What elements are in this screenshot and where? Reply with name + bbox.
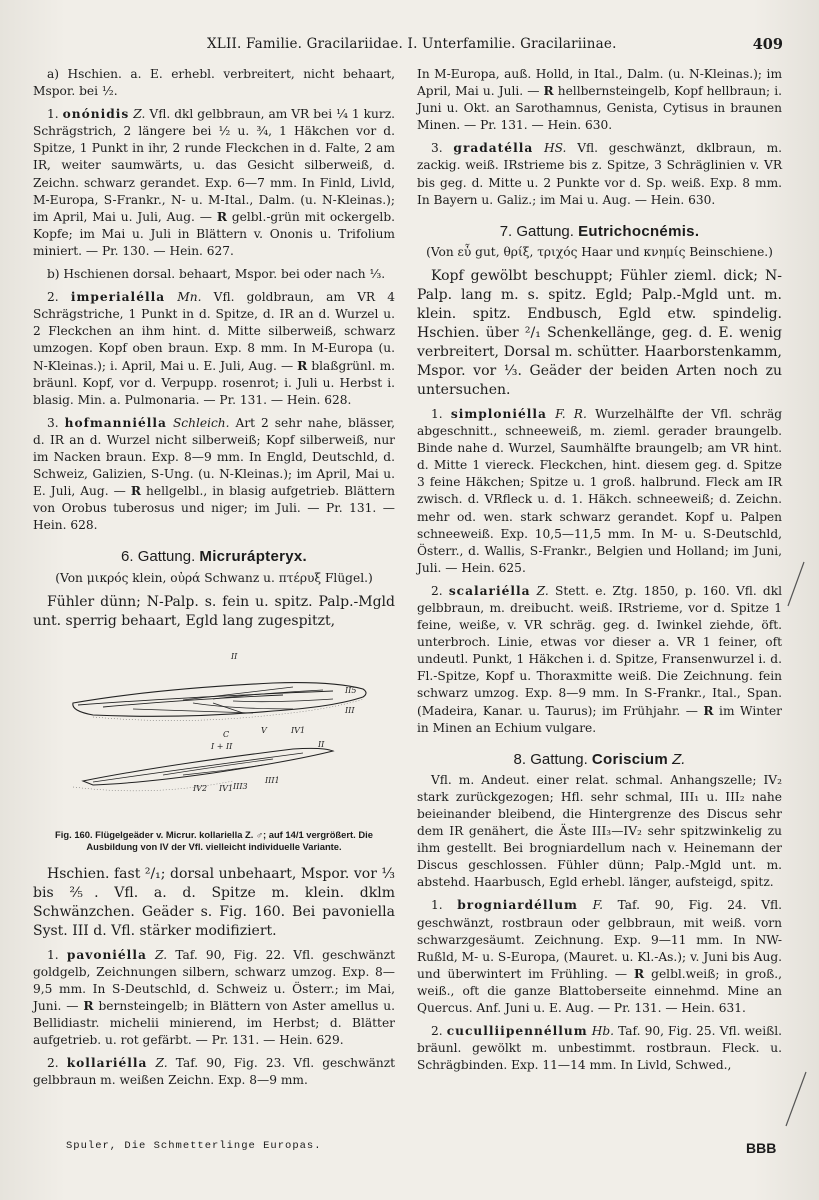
running-header (0, 36, 819, 58)
genus-name: Coriscium (591, 750, 668, 768)
etymology: (Von μικρός klein, οὐρά Schwanz u. πτέρυξ Flügel.) (55, 570, 373, 585)
vein-label: C (223, 729, 230, 739)
etymology: (Von εὖ gut, θρίξ, τριχός Haar und κνημίς Beinschiene.) (426, 244, 773, 259)
genus-heading: 7. Gattung. Eutrichocnémis. (499, 222, 700, 240)
species-name: kollariélla (66, 1056, 148, 1071)
vein-label: II (231, 651, 238, 661)
species-name: hofmanniélla (64, 415, 167, 430)
header-title: XLII. Familie. Gracilariidae. I. Unterfamilie. Gracilariinae. (207, 36, 617, 52)
species-entry: 2. cuculliipennéllum Hb. Taf. 90, Fig. 25. Vfl. weißl. bräunl. gewölkt m. unbestimmt. rostbraun. Fleck. u. Schrägbinden. Exp. 11—14 mm. In Livld, Schwed., (417, 1024, 782, 1073)
vein-label: II5 (345, 685, 357, 695)
species-name: onónidis (62, 107, 130, 122)
page-number: 409 (752, 36, 783, 53)
genus-heading: 6. Gattung. Micrurápteryx. (121, 548, 307, 566)
vein-label: IV1 (219, 783, 234, 793)
genus-name: Micrurápteryx. (199, 548, 307, 566)
vein-label: I + II (211, 741, 233, 751)
species-name: cuculliipennéllum (446, 1024, 588, 1039)
figure-caption: Fig. 160. Flügelgeäder v. Micrur. kollariella Z. ♂; auf 14/1 vergrößert. Die Ausbildung von IV der Vfl. vielleicht individuelle Variante. (55, 828, 373, 852)
genus-description: Kopf gewölbt beschuppt; Fühler zieml. dick; N-Palp. lang m. s. spitz. Egld; Palp.-Mgld unt. m. klein. spitz. Endbusch, Egld etw. spindelig. Hschien. über ²/₁ Schenkellänge, geg. d. E. wenig verbreitert, Dorsal m. schütter. Haarborstenkamm, Mspor. vor ⅓. Geäder der beiden Arten noch zu untersuchen. (417, 267, 782, 398)
species-entry: 2. scalariélla Z. Stett. e. Ztg. 1850, p. 160. Vfl. dkl gelbbraun, m. dreibucht. weiß. IRstrieme, vor d. Spitze 1 feine, weiße, v. VR schräg. geg. d. Iwinkel ziehde, öft. unterbroch. Linie, etwas vor dieser a. VR 1 feiner, oft undeutl. Punkt, 1 Häkchen i. d. Spitze, Fransenwurzel i. d. Fl.-Spitze, Kopf u. Thoraxmitte weiß. Die Zeichnung. fein schwarz umzog. Exp. 8—9 mm. In S-Frankr., Ital., Span. (Madeira, Kanar. u. Taurus); im Frühjahr. — R im Winter in Minen an Echium vulgare. (417, 583, 783, 735)
key-b: b) Hschienen dorsal. behaart, Mspor. bei oder nach ⅓. (47, 267, 386, 282)
left-column (33, 66, 395, 1095)
page-footer: Spuler, Die Schmetterlinge Europas. (66, 1140, 322, 1152)
species-entry: 1. onónidis Z. Vfl. dkl gelbbraun, am VR bei ¼ 1 kurz. Schrägstrich, 2 längere bei ½ u. ¾, 1 Häkchen vor d. Spitze, 1 Punkt in ihr, 2 runde Fleckchen in d. Falte, 2 am IR, weiter saumwärts, u. das Gesicht silberweiß, d. Zeichn. schwarz gerandet. Exp. 6—7 mm. In Finld, Livld, M-Europa, S-Frankr., N- u. M-Ital., Dalm. (u. N-Kleinas.); im April, Mai u. Juli, Aug. — R gelbl.-grün mit ockergelb. Kopfe; im Mai u. Juli in Blättern v. Ononis u. Trifolium miniert. — Pr. 130. — Hein. 627. (33, 107, 396, 258)
species-name: gradatélla (453, 141, 534, 156)
genus-description: Vfl. m. Andeut. einer relat. schmal. Anhangszelle; IV₂ stark zurückgezogen; Hfl. sehr schmal, III₁ u. III₂ nahe beieinander bleibend, die Hintergrenze des Discus sehr dem IR genähert, die Äste III₃—IV₂ sehr spitzwinkelig zu ihm gestellt. Bei brogniardellum nach v. Heinemann der Discus geschlossen. Fühler dünn; Palp.-Mgld unt. m. abstehd. Haarbusch, Egld erhebl. länger, aufsteigd, spitz. (417, 772, 782, 890)
species-entry: 2. imperialélla Mn. Vfl. goldbraun, am VR 4 Schrägstriche, 1 Punkt in d. Spitze, d. IR an d. Wurzel u. 2 Fleckchen an ihm hint. d. Mitte silberweiß, schwarz umzogen. Kopf oben braun. Exp. 8 mm. In M-Europa (u. N-Kleinas.); i. April, Mai u. E. Juli, Aug. — R blaßgrünl. m. bräunl. Kopf, vor d. Verpupp. rosenrot; i. Juli u. Herbst i. blasig. Min. a. Pulmonaria. — Pr. 131. — Hein. 628. (33, 290, 396, 407)
species-name: brogniardéllum (457, 898, 578, 913)
species-entry: 1. pavoniélla Z. Taf. 90, Fig. 22. Vfl. geschwänzt goldgelb, Zeichnungen silbern, schwarz umzog. Exp. 8—9,5 mm. In S-Deutschld, d. Schweiz u. Österr.; im Mai, Juni. — R bernsteingelb; in Blättern von Aster amellus u. Bellidiastr. michelii minierend, im Herbst; d. Blätter aufgetrieb. u. rot gefärbt. — Pr. 131. — Hein. 629. (33, 947, 396, 1048)
vein-label: IV1 (291, 725, 306, 735)
vein-label: III1 (265, 775, 280, 785)
species-name: simploniélla (450, 406, 547, 421)
pencil-mark-icon (780, 1070, 810, 1130)
continued-entry: In M-Europa, auß. Holld, in Ital., Dalm. (u. N-Kleinas.); im April, Mai u. Juli. — R hellbernsteingelb, Kopf hellbraun; i. Juni u. Okt. an Sarothamnus, Genista, Cytisus in braunen Minen. — Pr. 131. — Hein. 630. (417, 67, 783, 133)
species-name: imperialélla (70, 290, 166, 305)
species-entry: 1. brogniardéllum F. Taf. 90, Fig. 24. Vfl. geschwänzt, rostbraun oder gelbbraun, mit weiß. vorn schwarzgesäumt. Zeichnung. Exp. 9—11 mm. In NW-Rußld, M- u. S-Europa, (Mauret. u. Kl.-As.); v. Juni bis Aug. und überwintert im Frühling. — R gelbl.weiß; in groß., weiß., oft die ganze Blattoberseite einnehmd. Mine an Quercus. Anf. Juni u. E. Aug. — Pr. 131. — Hein. 631. (417, 898, 783, 1016)
pencil-mark-icon (780, 560, 810, 610)
wing-venation-figure (33, 641, 395, 823)
species-entry: 2. kollariélla Z. Taf. 90, Fig. 23. Vfl. geschwänzt gelbbraun m. weißen Zeichn. Exp. 8—9 mm. (33, 1056, 396, 1088)
species-name: scalariélla (448, 583, 531, 598)
species-entry: 1. simploniélla F. R. Wurzelhälfte der Vfl. schräg abgeschnitt., schneeweiß, m. zieml. gerader braungelb. Binde nahe d. Wurzel, Saumhälfte braungelb; am VR hint. d. Mitte 1 viereck. Fleckchen, hint. diesem geg. d. Spitze 3 feine Häkchen; Spitze u. 1 groß. halbrund. Fleck am IR zwisch. d. VRfleck u. d. 1. Häkch. schneeweiß; d. Zeichn. mehr od. wen. stark schwarz gerandet. Kopf u. Palpen schneeweiß. Exp. 10,5—11,5 mm. In M- u. S-Deutschld, Österr., d. Wallis, S-Frankr., Belgien und Holland; im Juni, Juli. — Hein. 625. (417, 406, 783, 575)
vein-label: III3 (233, 781, 248, 791)
vein-label: II (318, 739, 325, 749)
vein-label: V (261, 725, 267, 735)
vein-label: III (345, 705, 355, 715)
right-column (417, 66, 782, 1080)
printer-signature: BBB (746, 1140, 777, 1156)
genus-description: Fühler dünn; N-Palp. s. fein u. spitz. Palp.-Mgld unt. sperrig behaart, Egld lang zugespitzt, (33, 593, 395, 629)
larva-symbol: R (216, 209, 227, 224)
key-a: a) Hschien. a. E. erhebl. verbreitert, nicht behaart, Mspor. bei ½. (33, 67, 395, 99)
species-entry: 3. gradatélla HS. Vfl. geschwänzt, dklbraun, m. zackig. weiß. IRstrieme bis z. Spitze, 3 Schräglinien v. VR bis geg. d. Mitte u. 2 Punkte vor d. Sp. weiß. Exp. 8 mm. In Bayern u. Galiz.; im Mai u. Aug. — Hein. 630. (417, 141, 783, 207)
venation-diagram (33, 641, 395, 821)
vein-label: IV2 (193, 783, 208, 793)
genus-name: Eutrichocnémis. (578, 222, 700, 240)
species-entry: 3. hofmanniélla Schleich. Art 2 sehr nahe, blässer, d. IR an d. Wurzel nicht silberweiß; Kopf silberweiß, nur im Nacken braun. Exp. 8—9 mm. In Engld, Deutschld, d. Schweiz, Galizien, S-Ung. (u. N-Kleinas.); im April, Mai u. E. Juli, Aug. — R hellgelbl., in blasig aufgetrieb. Blättern von Orobus tuberosus und niger; im Juli. — Pr. 131. — Hein. 628. (33, 415, 396, 533)
genus-heading: 8. Gattung. Coriscium Z. (513, 750, 686, 768)
species-name: pavoniélla (66, 947, 147, 962)
genus-description-cont: Hschien. fast ²/₁; dorsal unbehaart, Mspor. vor ⅓ bis ⅖. Vfl. a. d. Spitze m. klein. dklm Schwänzchen. Geäder s. Fig. 160. Bei pavoniella Syst. III d. Vfl. stärker modifiziert. (33, 865, 395, 939)
